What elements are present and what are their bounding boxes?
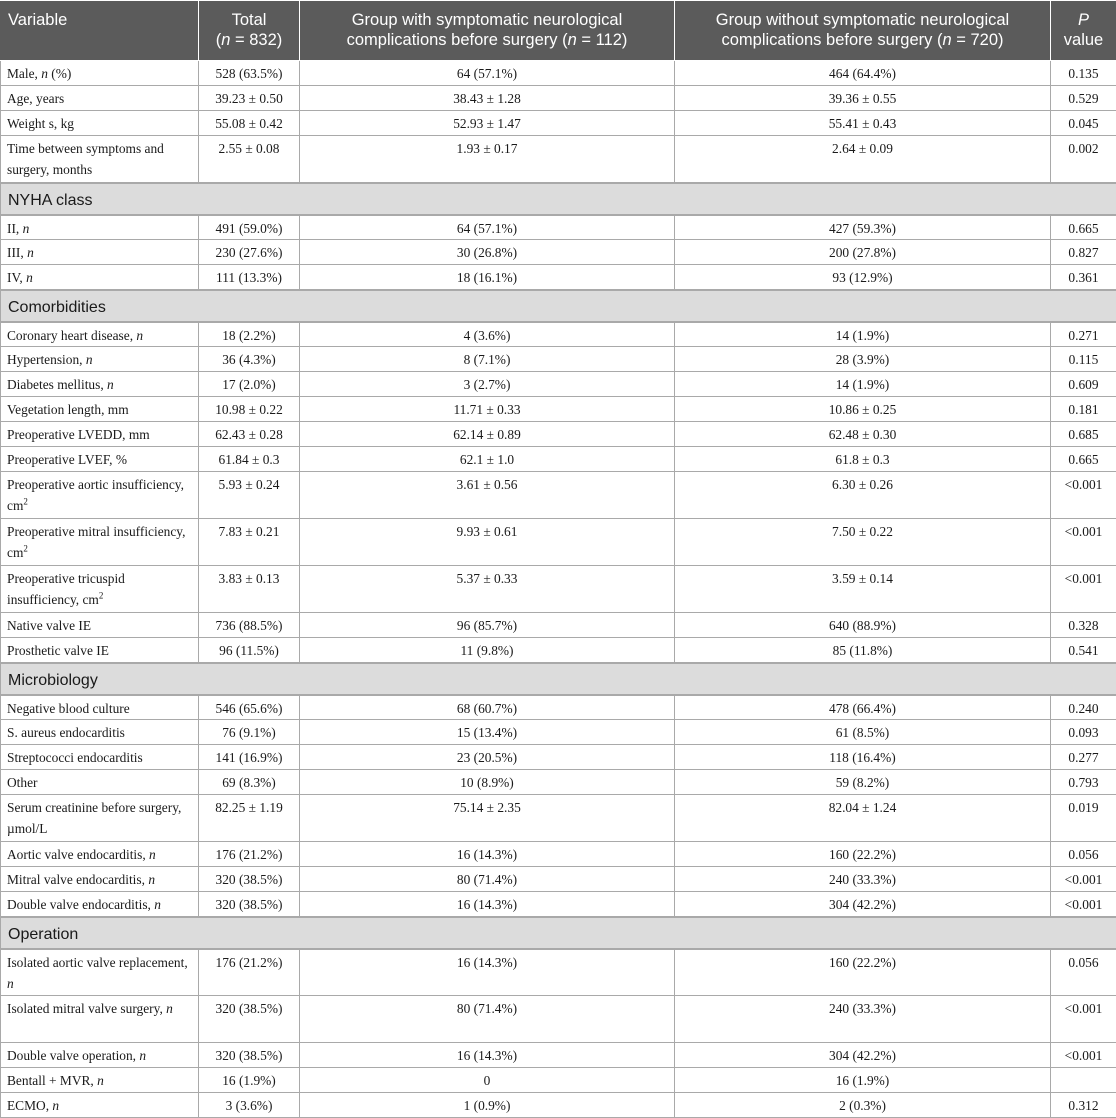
cell-with-complications: 10 (8.9%) (300, 770, 675, 795)
cell-without-complications: 304 (42.2%) (675, 892, 1051, 917)
table-row (1, 397, 1116, 422)
section-heading: Operation (1, 917, 1116, 949)
cell-without-complications: 93 (12.9%) (675, 265, 1051, 290)
table-row (1, 422, 1116, 447)
table-row (1, 322, 1116, 347)
cell-variable: Mitral valve endocarditis, n (1, 867, 199, 892)
cell-without-complications: 427 (59.3%) (675, 215, 1051, 240)
cell-with-complications: 8 (7.1%) (300, 347, 675, 372)
cell-variable: Preoperative mitral insufficiency, $cm^2$ (1, 519, 199, 566)
cell-without-complications: 304 (42.2%) (675, 1043, 1051, 1068)
cell-total: 17 (2.0%) (199, 372, 300, 397)
cell-variable: Preoperative aortic insufficiency, $cm^2$ (1, 472, 199, 519)
cell-p-value: 0.665 (1051, 215, 1116, 240)
section-heading: NYHA class (1, 183, 1116, 215)
cell-p-value: 0.609 (1051, 372, 1116, 397)
table-header (1, 1, 1116, 61)
table-row (1, 111, 1116, 136)
cell-variable: Hypertension, n (1, 347, 199, 372)
cell-variable: IV, n (1, 265, 199, 290)
cell-with-complications: 5.37 ± 0.33 (300, 566, 675, 613)
header-total-label: Total (232, 11, 267, 29)
cell-p-value: <0.001 (1051, 519, 1116, 566)
cell-total: 16 (1.9%) (199, 1068, 300, 1093)
cell-p-value: 0.271 (1051, 322, 1116, 347)
cell-with-complications: 30 (26.8%) (300, 240, 675, 265)
table-row (1, 447, 1116, 472)
cell-variable: Double valve operation, n (1, 1043, 199, 1068)
table-row (1, 770, 1116, 795)
cell-with-complications: 1 (0.9%) (300, 1093, 675, 1118)
table-row (1, 472, 1116, 519)
cell-with-complications: 75.14 ± 2.35 (300, 795, 675, 842)
cell-total: 10.98 ± 0.22 (199, 397, 300, 422)
cell-total: 39.23 ± 0.50 (199, 86, 300, 111)
section-row (1, 917, 1116, 949)
cell-variable: Bentall + MVR, n (1, 1068, 199, 1093)
table-row (1, 61, 1116, 86)
cell-total: 111 (13.3%) (199, 265, 300, 290)
cell-variable: Isolated mitral valve surgery, n (1, 996, 199, 1043)
cell-total: 76 (9.1%) (199, 720, 300, 745)
cell-variable: Native valve IE (1, 613, 199, 638)
cell-total: 55.08 ± 0.42 (199, 111, 300, 136)
table-row (1, 996, 1116, 1043)
cell-p-value: 0.312 (1051, 1093, 1116, 1118)
table-row (1, 265, 1116, 290)
cell-p-value: <0.001 (1051, 1043, 1116, 1068)
table-row (1, 566, 1116, 613)
cell-variable: Diabetes mellitus, n (1, 372, 199, 397)
cell-total: 320 (38.5%) (199, 892, 300, 917)
section-row (1, 290, 1116, 322)
cell-p-value: <0.001 (1051, 892, 1116, 917)
table-row (1, 867, 1116, 892)
cell-with-complications: 0 (300, 1068, 675, 1093)
table-row (1, 86, 1116, 111)
cell-p-value: 0.793 (1051, 770, 1116, 795)
header-value: value (1064, 31, 1103, 49)
cell-variable: Coronary heart disease, n (1, 322, 199, 347)
cell-without-complications: 240 (33.3%) (675, 867, 1051, 892)
cell-without-complications: 2 (0.3%) (675, 1093, 1051, 1118)
table-row (1, 949, 1116, 996)
cell-variable: Weight s, kg (1, 111, 199, 136)
table-row (1, 215, 1116, 240)
cell-without-complications: 3.59 ± 0.14 (675, 566, 1051, 613)
header-with-line1: Group with symptomatic neurological (352, 11, 623, 29)
cell-total: 3 (3.6%) (199, 1093, 300, 1118)
table-row (1, 745, 1116, 770)
cell-without-complications: 62.48 ± 0.30 (675, 422, 1051, 447)
cell-without-complications: 200 (27.8%) (675, 240, 1051, 265)
cell-without-complications: 478 (66.4%) (675, 695, 1051, 720)
cell-with-complications: 16 (14.3%) (300, 1043, 675, 1068)
cell-without-complications: 7.50 ± 0.22 (675, 519, 1051, 566)
header-total-n: (n = 832) (216, 31, 283, 49)
cell-variable: Male, n (%) (1, 61, 199, 86)
cell-p-value: 0.093 (1051, 720, 1116, 745)
table-row (1, 136, 1116, 183)
table-row (1, 720, 1116, 745)
cell-total: 18 (2.2%) (199, 322, 300, 347)
cell-total: 491 (59.0%) (199, 215, 300, 240)
cell-total: 528 (63.5%) (199, 61, 300, 86)
cell-total: 320 (38.5%) (199, 1043, 300, 1068)
table-row (1, 613, 1116, 638)
cell-variable: Time between symptoms and surgery, months (1, 136, 199, 183)
cell-without-complications: 61 (8.5%) (675, 720, 1051, 745)
cell-with-complications: 52.93 ± 1.47 (300, 111, 675, 136)
cell-variable: Aortic valve endocarditis, n (1, 842, 199, 867)
cell-p-value: 0.328 (1051, 613, 1116, 638)
cell-p-value (1051, 1068, 1116, 1093)
cell-total: 141 (16.9%) (199, 745, 300, 770)
cell-p-value: 0.827 (1051, 240, 1116, 265)
cell-without-complications: 464 (64.4%) (675, 61, 1051, 86)
cell-with-complications: 16 (14.3%) (300, 842, 675, 867)
cell-variable: ECMO, n (1, 1093, 199, 1118)
table-row (1, 1043, 1116, 1068)
table-row (1, 1093, 1116, 1118)
cell-variable: II, n (1, 215, 199, 240)
cell-with-complications: 3.61 ± 0.56 (300, 472, 675, 519)
cell-p-value: 0.056 (1051, 842, 1116, 867)
header-variable-text: Variable (8, 11, 67, 29)
cell-without-complications: 240 (33.3%) (675, 996, 1051, 1043)
cell-without-complications: 16 (1.9%) (675, 1068, 1051, 1093)
cell-p-value: 0.685 (1051, 422, 1116, 447)
table-row (1, 795, 1116, 842)
cell-p-value: <0.001 (1051, 472, 1116, 519)
cell-without-complications: 39.36 ± 0.55 (675, 86, 1051, 111)
cell-without-complications: 59 (8.2%) (675, 770, 1051, 795)
cell-variable: Negative blood culture (1, 695, 199, 720)
cell-with-complications: 64 (57.1%) (300, 215, 675, 240)
cell-total: 546 (65.6%) (199, 695, 300, 720)
cell-p-value: 0.181 (1051, 397, 1116, 422)
cell-with-complications: 62.14 ± 0.89 (300, 422, 675, 447)
header-total (199, 1, 300, 61)
cell-variable: Serum creatinine before surgery, µmol/L (1, 795, 199, 842)
cell-with-complications: 4 (3.6%) (300, 322, 675, 347)
cell-variable: Streptococci endocarditis (1, 745, 199, 770)
cell-with-complications: 16 (14.3%) (300, 892, 675, 917)
cell-variable: Vegetation length, mm (1, 397, 199, 422)
cell-with-complications: 3 (2.7%) (300, 372, 675, 397)
table-row (1, 638, 1116, 663)
cell-p-value: 0.277 (1051, 745, 1116, 770)
cell-with-complications: 1.93 ± 0.17 (300, 136, 675, 183)
cell-p-value: 0.019 (1051, 795, 1116, 842)
cell-variable: Isolated aortic valve replacement, n (1, 949, 199, 996)
table-row (1, 240, 1116, 265)
header-row (1, 1, 1116, 61)
table-row (1, 1068, 1116, 1093)
table-row (1, 842, 1116, 867)
cell-p-value: 0.361 (1051, 265, 1116, 290)
cell-p-value: <0.001 (1051, 566, 1116, 613)
cell-total: 36 (4.3%) (199, 347, 300, 372)
header-p: P (1078, 11, 1089, 29)
cell-variable: III, n (1, 240, 199, 265)
cell-p-value: 0.115 (1051, 347, 1116, 372)
section-heading: Microbiology (1, 663, 1116, 695)
table-body (1, 61, 1116, 1118)
cell-total: 5.93 ± 0.24 (199, 472, 300, 519)
cell-without-complications: 14 (1.9%) (675, 372, 1051, 397)
section-heading: Comorbidities (1, 290, 1116, 322)
table-row (1, 347, 1116, 372)
cell-total: 320 (38.5%) (199, 996, 300, 1043)
cell-total: 176 (21.2%) (199, 842, 300, 867)
cell-p-value: 0.541 (1051, 638, 1116, 663)
cell-p-value: 0.240 (1051, 695, 1116, 720)
cell-variable: Age, years (1, 86, 199, 111)
table-row (1, 519, 1116, 566)
cell-without-complications: 118 (16.4%) (675, 745, 1051, 770)
cell-p-value: 0.002 (1051, 136, 1116, 183)
section-row (1, 663, 1116, 695)
cell-with-complications: 38.43 ± 1.28 (300, 86, 675, 111)
cell-without-complications: 55.41 ± 0.43 (675, 111, 1051, 136)
cell-without-complications: 6.30 ± 0.26 (675, 472, 1051, 519)
cell-total: 96 (11.5%) (199, 638, 300, 663)
cell-with-complications: 16 (14.3%) (300, 949, 675, 996)
cell-with-complications: 23 (20.5%) (300, 745, 675, 770)
cell-p-value: 0.045 (1051, 111, 1116, 136)
cell-with-complications: 80 (71.4%) (300, 996, 675, 1043)
cell-without-complications: 640 (88.9%) (675, 613, 1051, 638)
header-with-group (300, 1, 675, 61)
header-p-value (1051, 1, 1116, 61)
cell-variable: S. aureus endocarditis (1, 720, 199, 745)
header-variable (1, 1, 199, 61)
cell-with-complications: 11 (9.8%) (300, 638, 675, 663)
cell-p-value: 0.056 (1051, 949, 1116, 996)
cell-p-value: 0.135 (1051, 61, 1116, 86)
cell-total: 62.43 ± 0.28 (199, 422, 300, 447)
section-row (1, 183, 1116, 215)
cell-variable: Preoperative LVEDD, mm (1, 422, 199, 447)
cell-variable: Preoperative LVEF, % (1, 447, 199, 472)
cell-total: 7.83 ± 0.21 (199, 519, 300, 566)
cell-with-complications: 18 (16.1%) (300, 265, 675, 290)
cell-without-complications: 2.64 ± 0.09 (675, 136, 1051, 183)
cell-without-complications: 28 (3.9%) (675, 347, 1051, 372)
cell-without-complications: 85 (11.8%) (675, 638, 1051, 663)
header-without-group (675, 1, 1051, 61)
cell-with-complications: 11.71 ± 0.33 (300, 397, 675, 422)
header-without-line2: complications before surgery (n = 720) (721, 31, 1003, 49)
cell-without-complications: 14 (1.9%) (675, 322, 1051, 347)
cell-total: 3.83 ± 0.13 (199, 566, 300, 613)
cell-total: 176 (21.2%) (199, 949, 300, 996)
cell-without-complications: 10.86 ± 0.25 (675, 397, 1051, 422)
cell-variable: Double valve endocarditis, n (1, 892, 199, 917)
cell-variable: Other (1, 770, 199, 795)
cell-total: 2.55 ± 0.08 (199, 136, 300, 183)
cell-total: 61.84 ± 0.3 (199, 447, 300, 472)
cell-total: 82.25 ± 1.19 (199, 795, 300, 842)
cell-variable: Preoperative tricuspid insufficiency, $cm^2$ (1, 566, 199, 613)
cell-variable: Prosthetic valve IE (1, 638, 199, 663)
cell-p-value: 0.665 (1051, 447, 1116, 472)
cell-total: 320 (38.5%) (199, 867, 300, 892)
cell-with-complications: 68 (60.7%) (300, 695, 675, 720)
cell-with-complications: 64 (57.1%) (300, 61, 675, 86)
table-row (1, 892, 1116, 917)
cell-total: 69 (8.3%) (199, 770, 300, 795)
table-row (1, 372, 1116, 397)
cell-with-complications: 80 (71.4%) (300, 867, 675, 892)
cell-total: 736 (88.5%) (199, 613, 300, 638)
header-without-line1: Group without symptomatic neurological (716, 11, 1009, 29)
cell-with-complications: 96 (85.7%) (300, 613, 675, 638)
cell-without-complications: 61.8 ± 0.3 (675, 447, 1051, 472)
cell-with-complications: 9.93 ± 0.61 (300, 519, 675, 566)
cell-with-complications: 15 (13.4%) (300, 720, 675, 745)
cell-without-complications: 160 (22.2%) (675, 842, 1051, 867)
cell-total: 230 (27.6%) (199, 240, 300, 265)
cell-p-value: <0.001 (1051, 867, 1116, 892)
header-with-line2: complications before surgery (n = 112) (347, 31, 628, 49)
cell-p-value: 0.529 (1051, 86, 1116, 111)
cell-without-complications: 82.04 ± 1.24 (675, 795, 1051, 842)
cell-without-complications: 160 (22.2%) (675, 949, 1051, 996)
cell-with-complications: 62.1 ± 1.0 (300, 447, 675, 472)
table-row (1, 695, 1116, 720)
cell-p-value: <0.001 (1051, 996, 1116, 1043)
